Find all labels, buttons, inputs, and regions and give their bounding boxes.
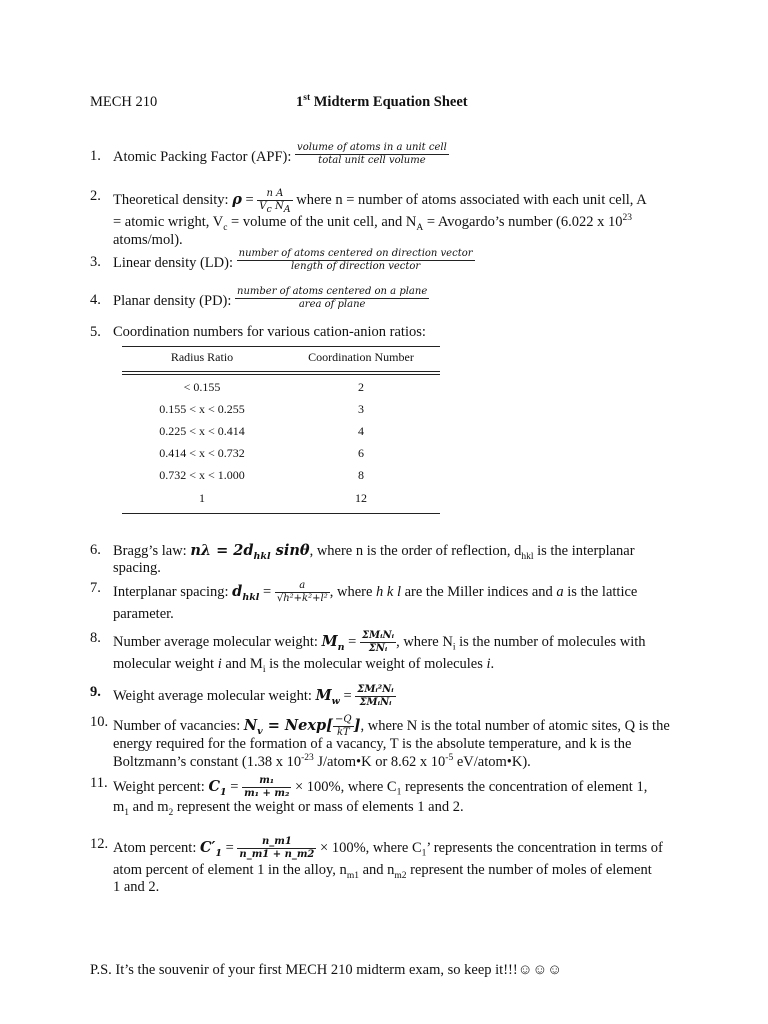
equation-sheet-page: MECH 210 1st Midterm Equation Sheet 1. Atomic Packing Factor (APF): $\frac{\text{volume of atoms in a unit cell}}{\text{total unit cell volume}}$ 2. Theoretical density: ρ = $\frac{\text{n A}}{V_c N_A}$ where n = number of atoms associated with each unit cell, A = atomic wright, $V_c$ = volume of the unit cell, and $N_A$ = Avogardo’s number (6.022 x $10^{23}$ atoms/mol). 3. Linear density (LD): $\frac{\text{number of atoms centered on direction vector}}{\text{length of direction vector}}$ 4. Planar density (PD): $\frac{\text{number of atoms centered on a plane}}{\text{area of plane}}$ 5. Coordination numbers for various cation-anion ratios: Radius Ratio Coordination Number < 0.155 2 0.155 < x < 0.255 3 0.225 < x < 0.414 4 0.414 < x < 0.732 6 0.732 < x < 1.000 8 1 12 6. Bragg’s law: $n\lambda = 2d_{hkl}$ sinθ, where n is the order of reflection, $d_{hkl}$ is the interplanar spacing. 7. Interplanar spacing: $d_{hkl}$ = $\frac{a}{\text{√h²+k²+l²}}$ , where h k l are the Miller indices and a is the lattice parameter. 8. Number average molecular weight: $M_n$ = $\frac{\text{ΣMᵢNᵢ}}{\text{ΣNᵢ}}$ , where $N_i$ is the number of molecules with molecular weight i and $M_i$ is the molecular weight of molecules i. 9. Weight average molecular weight: $M_w$ = $\frac{\text{ΣMᵢ²Nᵢ}}{\text{ΣMᵢNᵢ}}$ 10. Number of vacancies: $N_v = Nexp$[ $\frac{-Q}{kT}$ ], where N is the total number of atomic sites, Q is the energy required for the formation of a vacancy, T is the absolute temperature, and k is the Boltzmann’s constant (1.38 x $10^{-23}$ J/atom•K or 8.62 x $10^{-5}$ eV/atom•K). 11. Weight percent: $C_1$ = $\frac{\text{m₁}}{\text{m₁ + m₂}}$ × 100%, where $C_1$ represents the concentration of element 1, $m_1$ and $m_2$ represent the weight or mass of elements 1 and 2. 12. Atom percent: $C'_1$ = $\frac{n\_m1}{n\_m1 + n\_m2}$ × 100%, where $C_1$’ represents the concentration in terms of atom percent of element 1 in the alloy, $n_{m1}$ and $n_{m2}$ represent the number of moles of element 1 and 2. P.S. It’s the souvenir of your first MECH 210 midterm exam, so keep it!!!☺☺☺	[0, 0, 768, 1024]
equation-item-10-line2: energy required for the formation of a vacancy, T is the absolute temperature, and k is the	[113, 736, 632, 752]
table-cell: 4	[358, 424, 364, 438]
table-cell: 0.732 < x < 1.000	[159, 468, 245, 482]
table-cell: 8	[358, 468, 364, 482]
table-cell: 0.414 < x < 0.732	[159, 446, 245, 460]
table-cell: 0.155 < x < 0.255	[159, 402, 245, 416]
table-cell: 1	[199, 491, 205, 505]
table-header-rule	[122, 371, 440, 372]
table-top-rule	[122, 346, 440, 347]
table-cell: 2	[358, 380, 364, 394]
equation-item-10-line3: Boltzmann’s constant (1.38 x $10^{-23}$ J/atom•K or 8.62 x $10^{-5}$ eV/atom•K).	[113, 753, 531, 770]
equation-item-8-line2: molecular weight i and $M_i$ is the molecular weight of molecules i.	[113, 656, 495, 675]
table-cell: 3	[358, 402, 364, 416]
equation-item-2-line3: atoms/mol).	[113, 232, 183, 248]
table-bottom-rule	[122, 513, 440, 514]
table-header-radius-ratio: Radius Ratio	[170, 350, 234, 364]
equation-item-12-line2: atom percent of element 1 in the alloy, $n_{m1}$ and $n_{m2}$ represent the number of moles of element	[113, 862, 652, 881]
equation-item-7-line2: parameter.	[113, 606, 174, 622]
table-cell: 0.225 < x < 0.414	[159, 424, 245, 438]
equation-item-2-line2: = atomic wright, $V_c$ = volume of the unit cell, and $N_A$ = Avogardo’s number (6.022 x $10^{23}$	[113, 213, 632, 233]
equation-item-6-line2: spacing.	[113, 560, 161, 576]
table-cell: 12	[355, 491, 367, 505]
table-cell: 6	[358, 446, 364, 460]
page-title: 1st Midterm Equation Sheet	[296, 93, 468, 110]
course-code: MECH 210	[90, 94, 158, 110]
table-header-rule-thick	[122, 374, 440, 375]
footer-note: P.S. It’s the souvenir of your first MECH 210 midterm exam, so keep it!!!☺☺☺	[90, 962, 563, 978]
table-cell: < 0.155	[183, 380, 221, 394]
equation-item-12-line3: 1 and 2.	[113, 879, 160, 895]
equation-item-11-line2: $m_1$ and $m_2$ represent the weight or mass of elements 1 and 2.	[113, 799, 464, 818]
table-header-coordination-number: Coordination Number	[308, 350, 414, 364]
